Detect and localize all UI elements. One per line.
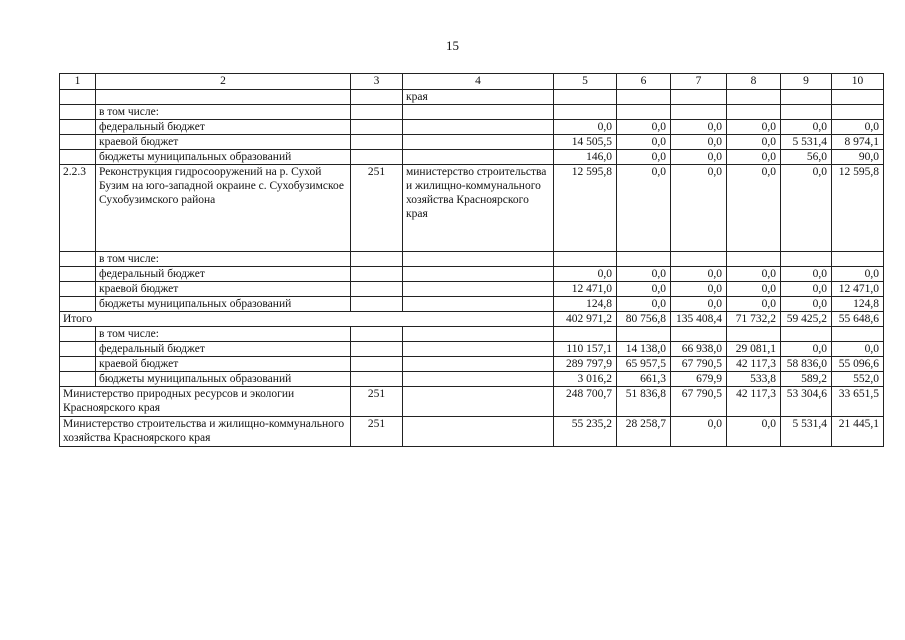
table-row [60, 150, 884, 165]
gr-cell [351, 90, 403, 105]
code-cell [60, 327, 96, 342]
table-row [60, 297, 884, 312]
value-cell: 0,0 [617, 165, 671, 252]
value-cell: 33 651,5 [832, 387, 884, 417]
value-cell: 53 304,6 [781, 387, 832, 417]
gr-cell [351, 150, 403, 165]
value-cell [671, 252, 727, 267]
value-cell: 402 971,2 [554, 312, 617, 327]
source-label: федеральный бюджет [96, 342, 351, 357]
value-cell: 5 531,4 [781, 417, 832, 447]
value-cell: 55 096,6 [832, 357, 884, 372]
table-row [60, 327, 884, 342]
value-cell [727, 252, 781, 267]
value-cell [781, 90, 832, 105]
gr-cell [351, 357, 403, 372]
value-cell: 0,0 [671, 150, 727, 165]
source-label: в том числе: [96, 327, 351, 342]
table-row [60, 120, 884, 135]
ministry-name: Министерство строительства и жилищно-коммунального хозяйства Красноярского края [60, 417, 351, 447]
col-number-header: 3 [351, 74, 403, 90]
value-cell: 0,0 [727, 297, 781, 312]
code-cell [60, 342, 96, 357]
value-cell: 679,9 [671, 372, 727, 387]
value-cell: 589,2 [781, 372, 832, 387]
value-cell: 55 235,2 [554, 417, 617, 447]
value-cell: 0,0 [671, 135, 727, 150]
value-cell: 0,0 [617, 297, 671, 312]
source-label: краевой бюджет [96, 357, 351, 372]
code-cell [60, 105, 96, 120]
executor-cell [403, 297, 554, 312]
value-cell: 0,0 [832, 267, 884, 282]
value-cell: 55 648,6 [832, 312, 884, 327]
value-cell: 42 117,3 [727, 387, 781, 417]
item-row [60, 165, 884, 252]
value-cell: 661,3 [617, 372, 671, 387]
gr-cell [351, 372, 403, 387]
value-cell: 0,0 [671, 120, 727, 135]
value-cell: 14 505,5 [554, 135, 617, 150]
value-cell: 67 790,5 [671, 357, 727, 372]
source-label: в том числе: [96, 105, 351, 120]
executor-cell [403, 267, 554, 282]
value-cell: 0,0 [781, 297, 832, 312]
col-number-header: 9 [781, 74, 832, 90]
value-cell: 0,0 [671, 297, 727, 312]
code-cell [60, 90, 96, 105]
value-cell [617, 327, 671, 342]
gr-cell [351, 135, 403, 150]
value-cell [727, 105, 781, 120]
value-cell: 0,0 [727, 135, 781, 150]
executor-cell [403, 357, 554, 372]
table-row [60, 342, 884, 357]
value-cell [617, 90, 671, 105]
table-row [60, 135, 884, 150]
code-cell [60, 120, 96, 135]
col-number-header: 5 [554, 74, 617, 90]
value-cell: 0,0 [727, 282, 781, 297]
value-cell: 12 471,0 [832, 282, 884, 297]
value-cell: 0,0 [671, 417, 727, 447]
value-cell: 289 797,9 [554, 357, 617, 372]
col-number-header: 6 [617, 74, 671, 90]
value-cell: 28 258,7 [617, 417, 671, 447]
value-cell: 0,0 [671, 267, 727, 282]
table-row [60, 357, 884, 372]
table-body [60, 74, 884, 447]
source-label: федеральный бюджет [96, 120, 351, 135]
table-row [60, 372, 884, 387]
value-cell: 0,0 [781, 120, 832, 135]
code-cell [60, 135, 96, 150]
value-cell: 80 756,8 [617, 312, 671, 327]
value-cell [554, 90, 617, 105]
value-cell: 8 974,1 [832, 135, 884, 150]
value-cell [727, 327, 781, 342]
value-cell: 0,0 [832, 342, 884, 357]
value-cell: 51 836,8 [617, 387, 671, 417]
value-cell [554, 252, 617, 267]
value-cell: 58 836,0 [781, 357, 832, 372]
value-cell: 146,0 [554, 150, 617, 165]
value-cell: 12 595,8 [554, 165, 617, 252]
col-number-header: 1 [60, 74, 96, 90]
value-cell: 0,0 [727, 120, 781, 135]
value-cell: 124,8 [554, 297, 617, 312]
table-row [60, 105, 884, 120]
total-label: Итого [60, 312, 554, 327]
value-cell [554, 105, 617, 120]
value-cell: 42 117,3 [727, 357, 781, 372]
table-row [60, 90, 884, 105]
value-cell [617, 105, 671, 120]
value-cell: 0,0 [617, 267, 671, 282]
executor-cell [403, 120, 554, 135]
value-cell: 552,0 [832, 372, 884, 387]
value-cell: 65 957,5 [617, 357, 671, 372]
value-cell [671, 327, 727, 342]
value-cell: 0,0 [832, 120, 884, 135]
value-cell: 21 445,1 [832, 417, 884, 447]
executor-cell [403, 327, 554, 342]
source-label: краевой бюджет [96, 282, 351, 297]
code-cell [60, 372, 96, 387]
value-cell [554, 327, 617, 342]
gr-cell [351, 120, 403, 135]
executor-cell [403, 282, 554, 297]
value-cell: 0,0 [554, 120, 617, 135]
value-cell: 14 138,0 [617, 342, 671, 357]
value-cell: 124,8 [832, 297, 884, 312]
value-cell: 67 790,5 [671, 387, 727, 417]
executor-cell [403, 342, 554, 357]
executor-cell [403, 372, 554, 387]
value-cell: 5 531,4 [781, 135, 832, 150]
value-cell: 66 938,0 [671, 342, 727, 357]
value-cell: 110 157,1 [554, 342, 617, 357]
source-label: бюджеты муниципальных образований [96, 150, 351, 165]
table-row [60, 267, 884, 282]
value-cell [832, 90, 884, 105]
executor-cell [403, 387, 554, 417]
item-code: 2.2.3 [60, 165, 96, 252]
source-label: бюджеты муниципальных образований [96, 297, 351, 312]
gr-cell [351, 252, 403, 267]
col-number-header: 4 [403, 74, 554, 90]
value-cell [832, 105, 884, 120]
code-cell [60, 267, 96, 282]
code-cell [60, 282, 96, 297]
value-cell: 0,0 [727, 267, 781, 282]
source-label: федеральный бюджет [96, 267, 351, 282]
value-cell: 29 081,1 [727, 342, 781, 357]
value-cell: 0,0 [727, 417, 781, 447]
value-cell [832, 252, 884, 267]
value-cell [617, 252, 671, 267]
code-cell [60, 297, 96, 312]
gr-cell [351, 327, 403, 342]
col-number-header: 2 [96, 74, 351, 90]
value-cell: 90,0 [832, 150, 884, 165]
executor-cell: края [403, 90, 554, 105]
value-cell [832, 327, 884, 342]
source-label: в том числе: [96, 252, 351, 267]
gr-code: 251 [351, 387, 403, 417]
header-row [60, 74, 884, 90]
item-name: Реконструкция гидросооружений на р. Сухой Бузим на юго-западной окраине с. Сухобузимское Сухобузимского района [96, 165, 351, 252]
value-cell: 0,0 [781, 342, 832, 357]
value-cell: 0,0 [727, 150, 781, 165]
gr-code: 251 [351, 165, 403, 252]
value-cell: 0,0 [554, 267, 617, 282]
value-cell: 12 471,0 [554, 282, 617, 297]
ministry-name: Министерство природных ресурсов и экологии Красноярского края [60, 387, 351, 417]
value-cell: 0,0 [617, 282, 671, 297]
value-cell: 0,0 [617, 135, 671, 150]
col-number-header: 10 [832, 74, 884, 90]
col-number-header: 8 [727, 74, 781, 90]
name-cell [96, 90, 351, 105]
value-cell [671, 105, 727, 120]
code-cell [60, 252, 96, 267]
page-number: 15 [446, 38, 459, 53]
gr-cell [351, 267, 403, 282]
gr-cell [351, 297, 403, 312]
executor-cell [403, 417, 554, 447]
executor-cell [403, 252, 554, 267]
value-cell: 0,0 [781, 282, 832, 297]
code-cell [60, 150, 96, 165]
value-cell: 248 700,7 [554, 387, 617, 417]
value-cell [781, 327, 832, 342]
executor-cell: министерство строительства и жилищно-коммунального хозяйства Красноярского края [403, 165, 554, 252]
value-cell: 12 595,8 [832, 165, 884, 252]
ministry-row [60, 417, 884, 447]
source-label: бюджеты муниципальных образований [96, 372, 351, 387]
executor-cell [403, 135, 554, 150]
table-row [60, 282, 884, 297]
col-number-header: 7 [671, 74, 727, 90]
value-cell: 0,0 [727, 165, 781, 252]
value-cell: 0,0 [781, 267, 832, 282]
value-cell: 0,0 [781, 165, 832, 252]
value-cell: 0,0 [671, 165, 727, 252]
gr-code: 251 [351, 417, 403, 447]
value-cell [781, 252, 832, 267]
value-cell: 56,0 [781, 150, 832, 165]
value-cell [727, 90, 781, 105]
gr-cell [351, 342, 403, 357]
value-cell: 533,8 [727, 372, 781, 387]
value-cell: 59 425,2 [781, 312, 832, 327]
source-label: краевой бюджет [96, 135, 351, 150]
code-cell [60, 357, 96, 372]
executor-cell [403, 150, 554, 165]
value-cell: 3 016,2 [554, 372, 617, 387]
value-cell: 71 732,2 [727, 312, 781, 327]
value-cell: 0,0 [617, 150, 671, 165]
table-row [60, 252, 884, 267]
value-cell: 0,0 [617, 120, 671, 135]
value-cell: 135 408,4 [671, 312, 727, 327]
value-cell [671, 90, 727, 105]
ministry-row [60, 387, 884, 417]
total-row [60, 312, 884, 327]
value-cell: 0,0 [671, 282, 727, 297]
executor-cell [403, 105, 554, 120]
budget-table [59, 73, 884, 447]
value-cell [781, 105, 832, 120]
gr-cell [351, 105, 403, 120]
gr-cell [351, 282, 403, 297]
